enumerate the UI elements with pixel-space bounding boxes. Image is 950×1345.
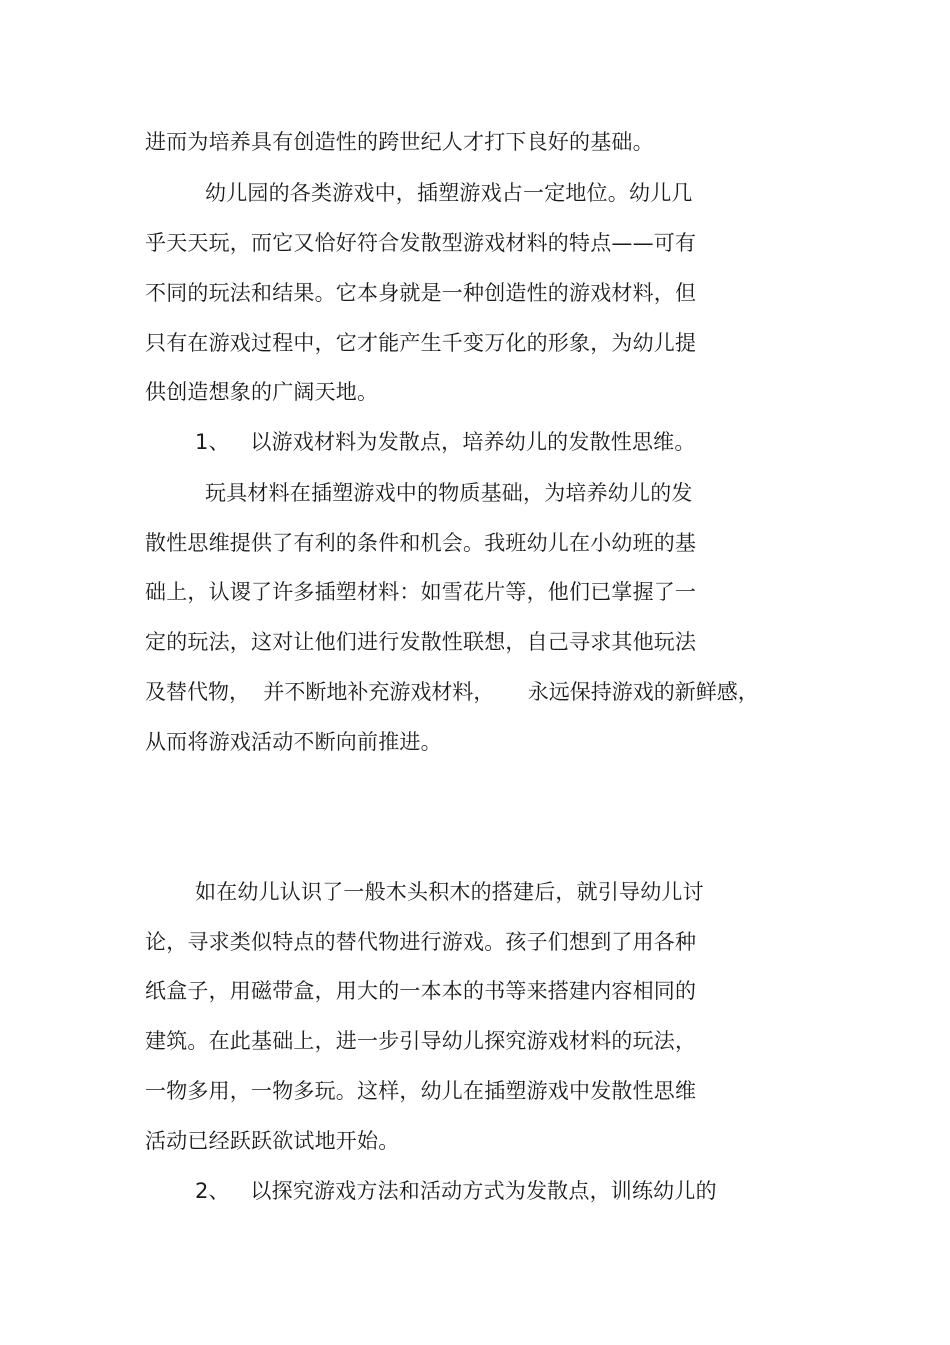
paragraph-first-line: 玩具材料在插塑游戏中的物质基础，为培养幼儿的发 — [205, 481, 693, 505]
text-line: 进而为培养具有创造性的跨世纪人才打下良好的基础。 — [145, 130, 654, 154]
text-line: 础上，认谡了许多插塑材料：如雪花片等，他们已掌握了一 — [145, 580, 697, 604]
text-line: 只有在游戏过程中，它才能产生千变万化的形象，为幼儿提 — [145, 331, 697, 355]
text-line: 供创造想象的广阔天地。 — [145, 380, 379, 404]
section-heading-2: 2、 以探究游戏方法和活动方式为发散点，训练幼儿的 — [195, 1179, 717, 1203]
text-line: 定的玩法，这对让他们进行发散性联想，自己寻求其他玩法 — [145, 630, 697, 654]
text-line: 论，寻求类似特点的替代物进行游戏。孩子们想到了用各种 — [145, 930, 697, 954]
text-line: 建筑。在此基础上，进一步引导幼儿探究游戏材料的玩法， — [145, 1029, 697, 1053]
text-line: 乎天天玩，而它又恰好符合发散型游戏材料的特点——可有 — [145, 231, 697, 255]
section-heading-1: 1、 以游戏材料为发散点，培养幼儿的发散性思维。 — [195, 430, 696, 454]
text-line: 一物多用，一物多玩。这样，幼儿在插塑游戏中发散性思维 — [145, 1079, 697, 1103]
text-line: 活动已经跃跃欲试地开始。 — [145, 1129, 400, 1153]
text-line: 及替代物， 并不断地补充游戏材料， 永远保持游戏的新鲜感， — [145, 680, 759, 704]
text-line: 散性思维提供了有利的条件和机会。我班幼儿在小幼班的基 — [145, 531, 697, 555]
paragraph-first-line: 如在幼儿认识了一般木头积木的搭建后，就引导幼儿讨 — [195, 880, 704, 904]
paragraph-first-line: 幼儿园的各类游戏中，插塑游戏占一定地位。幼儿几 — [205, 181, 693, 205]
text-line: 纸盒子，用磁带盒，用大的一本本的书等来搭建内容相同的 — [145, 979, 697, 1003]
text-line: 不同的玩法和结果。它本身就是一种创造性的游戏材料，但 — [145, 281, 697, 305]
text-line: 从而将游戏活动不断向前推进。 — [145, 730, 442, 754]
